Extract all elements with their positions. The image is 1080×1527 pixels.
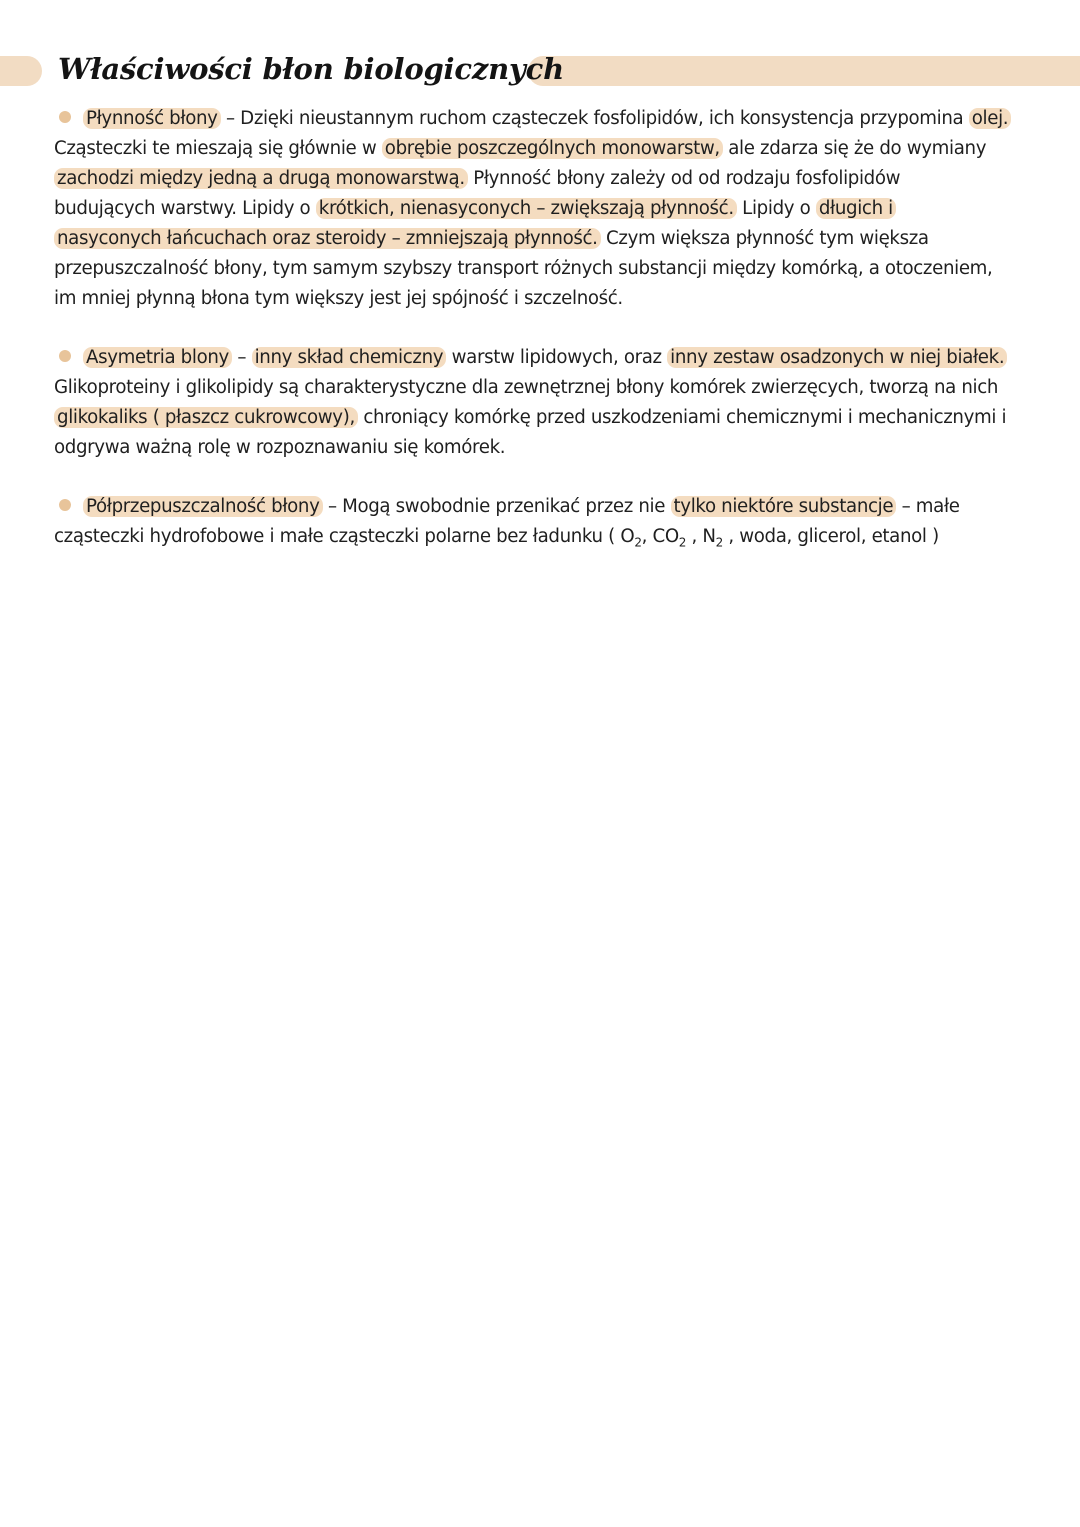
- text-fragment: – Mogą swobodnie przenikać przez nie: [322, 496, 671, 517]
- bullet-icon: [59, 350, 71, 362]
- text-fragment: odgrywa ważną rolę w rozpoznawaniu się komórek.: [54, 437, 506, 458]
- text-line: [54, 433, 1050, 463]
- text-fragment: , N: [686, 526, 716, 547]
- text-line: [54, 522, 1050, 552]
- text-line: [54, 104, 1050, 134]
- subscript: 2: [678, 535, 687, 550]
- text-fragment: – Dzięki nieustannym ruchom cząsteczek fosfolipidów, ich konsystencja przypomina: [220, 108, 969, 129]
- highlighted-text: Asymetria blony: [83, 347, 232, 368]
- subscript: 2: [634, 535, 642, 550]
- highlighted-text: glikokaliks ( płaszcz cukrowcowy),: [54, 407, 358, 428]
- text-fragment: Płynność błony zależy od od rodzaju fosfolipidów: [467, 168, 901, 189]
- text-line: [54, 134, 1050, 164]
- bullet-icon: [59, 111, 71, 123]
- text-line: [54, 492, 1050, 522]
- text-fragment: , woda, glicerol, etanol ): [722, 526, 939, 547]
- highlighted-text: Półprzepuszczalność błony: [83, 496, 323, 517]
- text-fragment: cząsteczki hydrofobowe i małe cząsteczki polarne bez ładunku ( O: [54, 526, 635, 547]
- section-fluidity: [54, 104, 1050, 314]
- text-line: [54, 254, 1050, 284]
- highlighted-text: nasyconych łańcuchach oraz steroidy – zmniejszają płynność.: [54, 228, 601, 249]
- highlighted-text: Płynność błony: [83, 108, 221, 129]
- text-fragment: Czym większa płynność tym większa: [600, 228, 929, 249]
- title-decoration-right: [528, 56, 1080, 86]
- highlighted-text: tylko niektóre substancje: [671, 496, 897, 517]
- text-line: [54, 373, 1050, 403]
- page-title: Właściwości błon biologicznych: [58, 52, 564, 86]
- highlighted-text: inny skład chemiczny: [252, 347, 447, 368]
- text-fragment: im mniej płynną błona tym większy jest jej spójność i szczelność.: [54, 288, 623, 309]
- text-fragment: Lipidy o: [736, 198, 816, 219]
- title-decoration-left: [0, 56, 42, 86]
- text-fragment: ale zdarza się że do wymiany: [722, 138, 987, 159]
- section-asymmetry: [54, 343, 1050, 463]
- text-fragment: przepuszczalność błony, tym samym szybszy transport różnych substancji między komórką, a otoczeniem,: [54, 258, 993, 279]
- bullet-icon: [59, 499, 71, 511]
- highlighted-text: zachodzi między jedną a drugą monowarstwą.: [54, 168, 468, 189]
- text-line: [54, 403, 1050, 433]
- text-line: [54, 194, 1050, 224]
- highlighted-text: długich i: [816, 198, 896, 219]
- text-fragment: , CO: [641, 526, 679, 547]
- text-fragment: Glikoproteiny i glikolipidy są charakterystyczne dla zewnętrznej błony komórek zwierzęcych, tworzą na nich: [54, 377, 999, 398]
- text-fragment: chroniący komórkę przed uszkodzeniami chemicznymi i mechanicznymi i: [357, 407, 1007, 428]
- text-fragment: – małe: [896, 496, 960, 517]
- text-line: [54, 224, 1050, 254]
- subscript: 2: [715, 535, 723, 550]
- highlighted-text: inny zestaw osadzonych w niej białek.: [667, 347, 1007, 368]
- text-fragment: –: [231, 347, 252, 368]
- highlighted-text: krótkich, nienasyconych – zwiększają płynność.: [316, 198, 737, 219]
- text-fragment: budujących warstwy. Lipidy o: [54, 198, 316, 219]
- section-semipermeability: [54, 492, 1050, 552]
- text-fragment: warstw lipidowych, oraz: [446, 347, 668, 368]
- highlighted-text: obrębie poszczególnych monowarstw,: [382, 138, 723, 159]
- text-line: [54, 164, 1050, 194]
- text-line: [54, 343, 1050, 373]
- text-fragment: Cząsteczki te mieszają się głównie w: [54, 138, 382, 159]
- text-line: [54, 284, 1050, 314]
- highlighted-text: olej.: [969, 108, 1011, 129]
